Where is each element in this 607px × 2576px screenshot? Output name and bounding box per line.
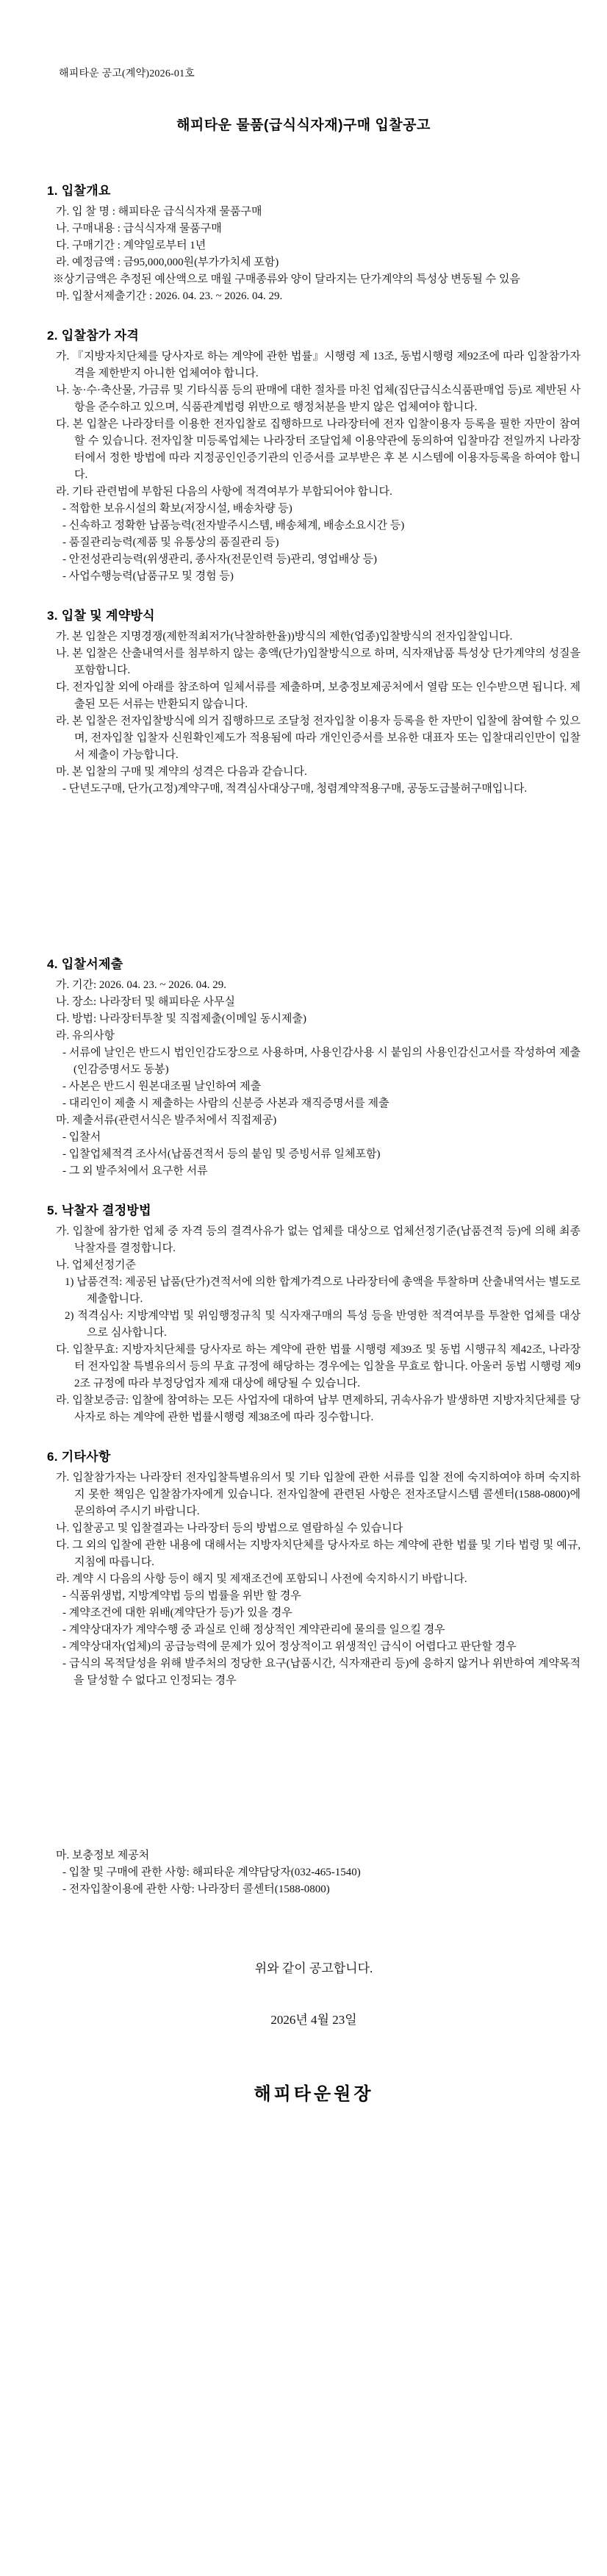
- list-item: 다. 본 입찰은 나라장터를 이용한 전자입찰로 집행하므로 나라장터에 전자 입찰이용자 등록을 필한 자만이 참여할 수 있습니다. 전자입찰 미등록업체는 나라장터 조달업체 이용약관에 동의하여 입찰마감 전일까지 나라장터에서 정한 방법에 따라 지정공인인증기관의 인증서를 교부받은 후 본 시스템에 이용자등록을 하여야 합니다.: [56, 418, 581, 481]
- list-item: 가. 입찰참가자는 나라장터 전자입찰특별유의서 및 기타 입찰에 관한 서류를 입찰 전에 숙지하여야 하며 숙지하지 못한 책임은 입찰참가자에게 있습니다. 전자입찰에 관련된 사항은 전자조달시스템 콜센터(1588-0800)에 문의하여 주시기 바랍니다.: [56, 1472, 581, 1517]
- list-item: 가. 입찰에 참가한 업체 중 자격 등의 결격사유가 없는 업체를 대상으로 업체선정기준(납품견적 등)에 의해 최종낙찰자를 결정합니다.: [56, 1226, 581, 1254]
- list-item: 다. 입찰무효: 지방자치단체를 당사자로 하는 계약에 관한 법률 시행령 제39조 및 동법 시행규칙 제42조, 나라장터 전자입찰 특별유의서 등의 무효 규정에 해당하는 경우에는 입찰을 무효로 합니다. 아울러 동법 시행령 제92조 규정에 따라 부정당업자 제재 대상에 해당될 수 있습니다.: [56, 1344, 581, 1389]
- section-3: [47, 607, 581, 798]
- sub-item: - 입찰서: [62, 1131, 101, 1143]
- section-4: [47, 956, 581, 1180]
- list-item: 마. 제출서류(관련서식은 발주처에서 직접제공): [56, 1115, 277, 1126]
- document-body: [0, 182, 607, 2105]
- closing-statement: 위와 같이 공고합니다.: [254, 1961, 373, 1975]
- section-2: [47, 327, 581, 585]
- sub-item: - 전자입찰이용에 관한 사항: 나라장터 콜센터(1588-0800): [62, 1883, 330, 1895]
- list-item: 라. 기타 관련법에 부합된 다음의 사항에 적격여부가 부합되어야 합니다.: [56, 486, 392, 498]
- list-item: 나. 본 입찰은 산출내역서를 첨부하지 않는 총액(단가)입찰방식으로 하며, 식자재납품 특성상 단가계약의 성질을 포함합니다.: [56, 648, 581, 676]
- section-heading: 6. 기타사항: [47, 1450, 111, 1464]
- list-item: 라. 유의사항: [56, 1030, 115, 1042]
- list-item: 가. 『지방자치단체를 당사자로 하는 계약에 관한 법률』시행령 제 13조, 동법시행령 제92조에 따라 입찰참가자격을 제한받지 아니한 업체여야 합니다.: [56, 351, 581, 379]
- sections: [47, 182, 581, 1898]
- sub-item: - 신속하고 정확한 납품능력(전자발주시스템, 배송체계, 배송소요시간 등): [62, 520, 405, 532]
- sub-item: - 대리인이 제출 시 제출하는 사람의 신분증 사본과 재직증명서를 제출: [62, 1098, 389, 1109]
- section-heading: 5. 낙찰자 결정방법: [47, 1203, 151, 1217]
- list-item: 나. 농·수·축산물, 가금류 및 기타식품 등의 판매에 대한 절차를 마친 업체(집단급식소식품판매업 등)로 제반된 사항을 준수하고 있으며, 식품관계법령 위반으로 행정처분을 받지 않은 업체여야 합니다.: [56, 384, 581, 413]
- list-item: 가. 입 찰 명 : 해피타운 급식식자재 물품구매: [56, 206, 262, 218]
- list-item: 나. 업체선정기준: [56, 1259, 136, 1271]
- section-5: [47, 1202, 581, 1426]
- note-line: ※상기금액은 추정된 예산액으로 매월 구매종류와 양이 달라지는 단가계약의 특성상 변동될 수 있음: [53, 273, 520, 285]
- sub-item: - 계약상대자(업체)의 공급능력에 문제가 있어 정상적이고 위생적인 급식이 어렵다고 판단할 경우: [62, 1641, 517, 1653]
- sub-item: - 그 외 발주처에서 요구한 서류: [62, 1165, 208, 1177]
- list-item: 나. 입찰공고 및 입찰결과는 나라장터 등의 방법으로 열람하실 수 있습니다: [56, 1523, 403, 1534]
- section-heading: 1. 입찰개요: [47, 184, 111, 198]
- sub-item: - 입찰업체적격 조사서(납품견적서 등의 붙임 및 증빙서류 일체포함): [62, 1148, 381, 1160]
- list-item: 다. 구매기간 : 계약일로부터 1년: [56, 240, 206, 251]
- signature: 해피타운원장: [254, 2084, 374, 2104]
- section-6: [47, 1448, 581, 1898]
- list-item: 나. 장소: 나라장터 및 해피타운 사무실: [56, 996, 236, 1008]
- closing-block: [47, 1960, 581, 2105]
- list-item: 다. 전자입찰 외에 아래를 참조하여 일체서류를 제출하며, 보충정보제공처에서 열람 또는 인수받으면 됩니다. 제출된 모든 서류는 반환되지 않습니다.: [56, 681, 581, 710]
- list-item: 라. 예정금액 : 금95,000,000원(부가가치세 포함): [56, 257, 279, 268]
- list-item: 마. 입찰서제출기간 : 2026. 04. 23. ~ 2026. 04. 29.: [56, 290, 283, 302]
- sub-item: - 입찰 및 구매에 관한 사항: 해피타운 계약담당자(032-465-1540): [62, 1867, 361, 1878]
- list-item: 가. 본 입찰은 지명경쟁(제한적최저가(낙찰하한율))방식의 제한(업종)입찰방식의 전자입찰입니다.: [56, 631, 513, 643]
- sub-item: - 사본은 반드시 원본대조필 날인하여 제출: [62, 1081, 262, 1092]
- sub-item: - 급식의 목적달성을 위해 발주처의 정당한 요구(납품시간, 식자재관리 등)에 응하지 않거나 위반하여 계약목적을 달성할 수 없다고 인정되는 경우: [62, 1658, 581, 1686]
- section-1: [47, 182, 581, 305]
- list-item: 다. 그 외의 입찰에 관한 내용에 대해서는 지방자치단체를 당사자로 하는 계약에 관한 법률 및 기타 법령 및 예규, 지침에 따릅니다.: [56, 1539, 581, 1568]
- sub-item: - 서류에 날인은 반드시 법인인감도장으로 사용하며, 사용인감사용 시 붙임의 사용인감신고서를 작성하여 제출(인감증명서도 동봉): [62, 1047, 581, 1076]
- list-item: 마. 보충정보 제공처: [56, 1850, 150, 1861]
- numbered-sub-item: 1) 납품견적: 제공된 납품(단가)견적서에 의한 합계가격으로 나라장터에 총액을 투찰하며 산출내역서는 별도로 제출합니다.: [65, 1276, 581, 1305]
- list-item: 라. 입찰보증금: 입찰에 참여하는 모든 사업자에 대하여 납부 면제하되, 귀속사유가 발생하면 지방자치단체를 당사자로 하는 계약에 관한 법률시행령 제38조에 따라 징수합니다.: [56, 1395, 581, 1423]
- section-heading: 4. 입찰서제출: [47, 957, 123, 971]
- page-title: 해피타운 물품(급식식자재)구매 입찰공고: [176, 118, 431, 133]
- sub-item: - 단년도구매, 단가(고정)계약구매, 적격심사대상구매, 청렴계약적용구매, 공동도급불허구매입니다.: [62, 783, 528, 795]
- numbered-sub-item: 2) 적격심사: 지방계약법 및 위임행정규칙 및 식자재구매의 특성 등을 반영한 적격여부를 투찰한 업체를 대상으로 심사합니다.: [65, 1310, 581, 1339]
- sub-item: - 안전성관리능력(위생관리, 종사자(전문인력 등)관리, 영업배상 등): [62, 554, 377, 565]
- section-heading: 3. 입찰 및 계약방식: [47, 609, 155, 623]
- page-break-spacer: [47, 1689, 581, 1847]
- list-item: 마. 본 입찰의 구매 및 계약의 성격은 다음과 같습니다.: [56, 766, 307, 778]
- sub-item: - 사업수행능력(납품규모 및 경험 등): [62, 570, 234, 582]
- list-item: 라. 본 입찰은 전자입찰방식에 의거 집행하므로 조달청 전자입찰 이용자 등록을 한 자만이 입찰에 참여할 수 있으며, 전자입찰 입찰자 신원확인제도가 적용됨에 따라 개인인증서를 보유한 대표자 또는 입찰대리인만이 입찰서 제출이 가능합니다.: [56, 715, 581, 761]
- sub-item: - 계약조건에 대한 위배(계약단가 등)가 있을 경우: [62, 1607, 292, 1619]
- section-heading: 2. 입찰참가 자격: [47, 329, 140, 343]
- sub-item: - 적합한 보유시설의 확보(저장시설, 배송차량 등): [62, 503, 292, 515]
- closing-date: 2026년 4월 23일: [270, 2013, 357, 2027]
- list-item: 다. 방법: 나라장터투찰 및 직접제출(이메일 동시제출): [56, 1013, 306, 1025]
- list-item: 나. 구매내용 : 급식식자재 물품구매: [56, 223, 222, 235]
- sub-item: - 식품위생법, 지방계약법 등의 법률을 위반 할 경우: [62, 1590, 301, 1602]
- doc-number: 해피타운 공고(계약)2026-01호: [59, 68, 195, 79]
- sub-item: - 계약상대자가 계약수행 중 과실로 인해 정상적인 계약관리에 물의를 일으킬 경우: [62, 1624, 445, 1636]
- list-item: 라. 계약 시 다음의 사항 등이 해지 및 제재조건에 포함되니 사전에 숙지하시기 바랍니다.: [56, 1573, 467, 1585]
- sub-item: - 품질관리능력(제품 및 유통상의 품질관리 등): [62, 537, 279, 548]
- list-item: 가. 기간: 2026. 04. 23. ~ 2026. 04. 29.: [56, 979, 227, 991]
